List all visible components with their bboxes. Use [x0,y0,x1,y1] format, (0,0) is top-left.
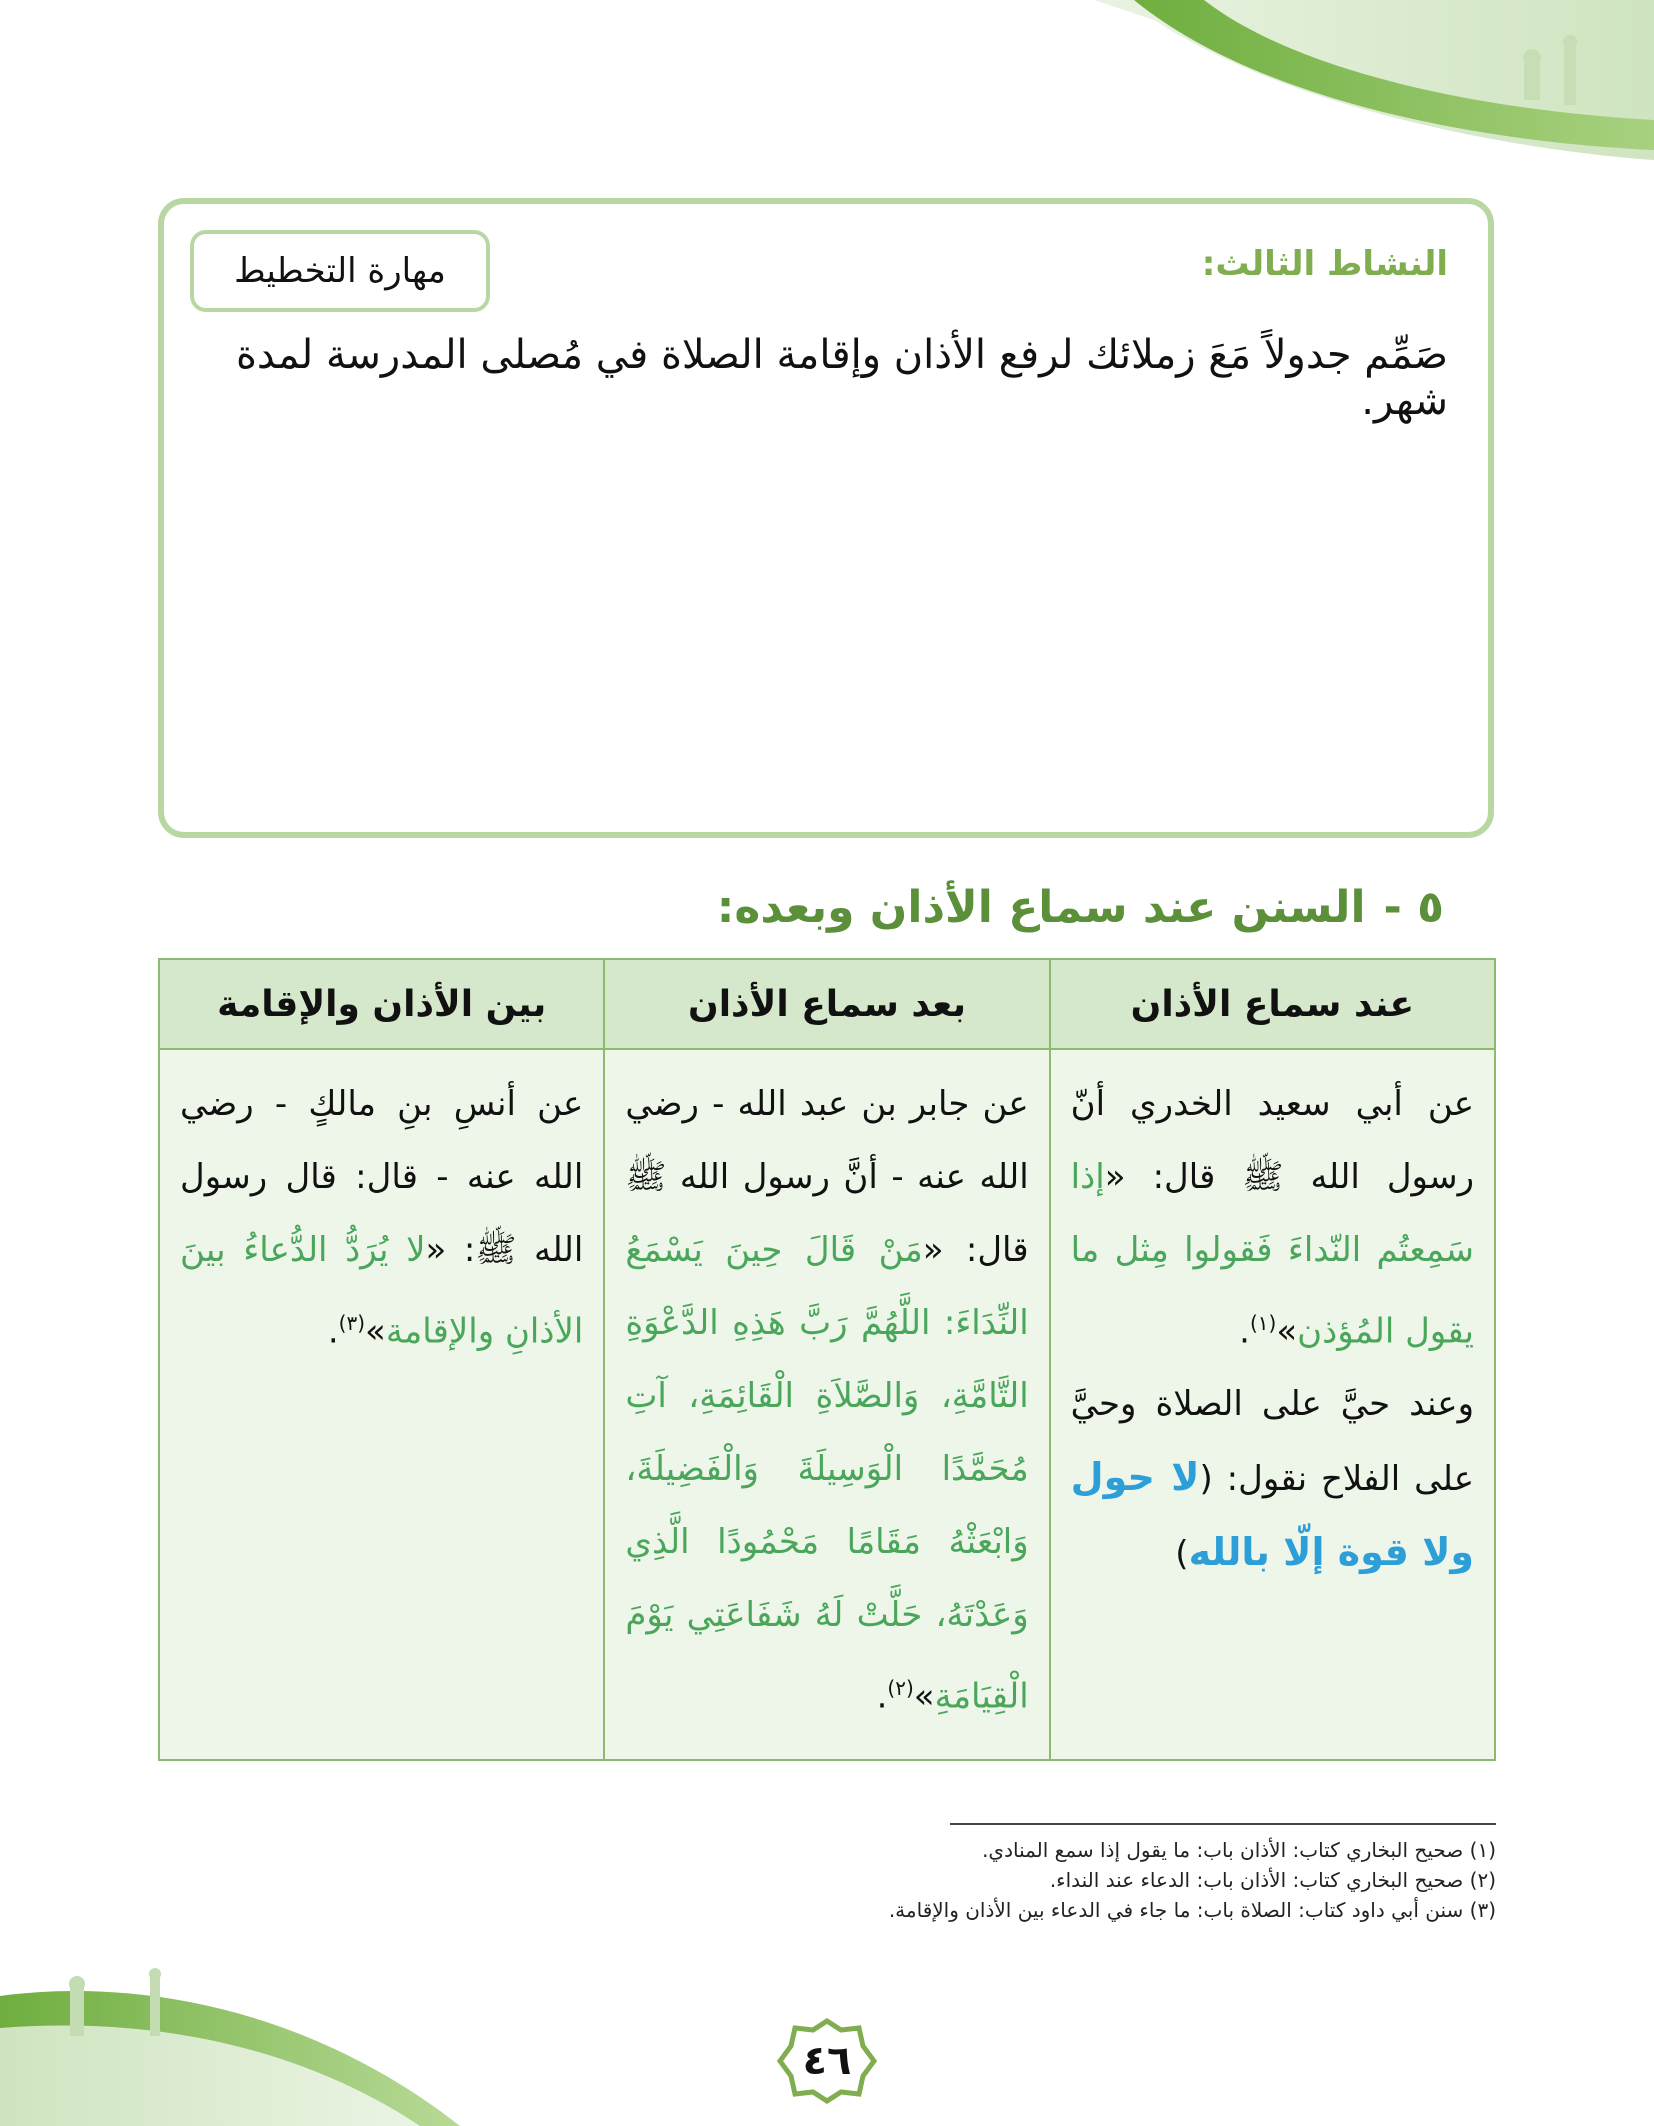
hadith-text: إذا سَمِعتُم النّداءَ فَقولوا مِثل ما يقول المُؤذن [1070,1157,1474,1352]
cell-on-hearing-adhan [1050,1049,1495,1760]
footnotes [796,1835,1496,1925]
hadith-text: لا يُرَدُّ الدُّعاءُ بينَ الأذانِ والإقامة [180,1230,584,1352]
activity-instruction: صَمِّم جدولاً مَعَ زملائك لرفع الأذان وإقامة الصلاة في مُصلى المدرسة لمدة شهر. [235,332,1448,424]
footnote-ref: (١) [1249,1311,1277,1335]
footnote-item: (٢) صحيح البخاري كتاب: الأذان باب: الدعاء عند النداء. [1049,1868,1496,1892]
hadith-intro: عن أبي سعيد الخدري أنّ رسول الله ﷺ قال: « [1070,1084,1474,1197]
footnote-ref: (٢) [887,1676,914,1700]
table-header-cell: عند سماع الأذان [1050,959,1495,1049]
activity-title: النشاط الثالث: [1201,244,1448,284]
header-decoration [1094,0,1654,160]
section-title: السنن عند سماع الأذان وبعده: [716,882,1366,933]
sentence-end: . [1239,1311,1250,1352]
sentence-end: . [327,1311,339,1352]
hadith-close: » [913,1676,935,1717]
section-heading [158,882,1444,933]
cell-between-adhan-iqama [159,1049,604,1760]
hadith-text: مَنْ قَالَ حِينَ يَسْمَعُ النِّدَاءَ: اللَّهُمَّ رَبَّ هَذِهِ الدَّعْوَةِ التَّامَّةِ، وَالصَّلاَةِ الْقَائِمَةِ، آتِ مُحَمَّدًا الْوَسِيلَةَ وَالْفَضِيلَةَ، وَابْعَثْهُ مَقَامًا مَحْمُودًا الَّذِي وَعَدْتَهُ، حَلَّتْ لَهُ شَفَاعَتِي يَوْمَ الْقِيَامَةِ [625,1230,1029,1717]
section-number: ٥ - [1383,882,1444,933]
table-header-cell: بعد سماع الأذان [604,959,1049,1049]
activity-box [158,198,1494,838]
hadith-intro: عن جابر بن عبد الله - رضي الله عنه - أنَّ رسول الله ﷺ قال: « [625,1084,1029,1270]
extra-close: ) [1175,1534,1189,1575]
table-row [159,1049,1495,1760]
dhikr-text: لا حول ولا قوة إلّا بالله [1070,1455,1474,1575]
footnote-item: (٣) سنن أبي داود كتاب: الصلاة باب: ما جاء في الدعاء بين الأذان والإقامة. [888,1898,1496,1922]
cell-after-adhan [604,1049,1049,1760]
hadith-close: » [1276,1311,1298,1352]
extra-intro: وعند حيَّ على الصلاة وحيَّ على الفلاح نقول: ( [1070,1384,1474,1500]
footnote-item: (١) صحيح البخاري كتاب: الأذان باب: ما يقول إذا سمع المنادي. [982,1838,1496,1862]
footnote-ref: (٣) [338,1311,366,1335]
page-number-text: ٤٦ [802,2038,852,2084]
hadith-close: » [365,1311,386,1352]
page-number [777,2018,877,2104]
footer-decoration [0,1956,460,2126]
skill-label: مهارة التخطيط [190,230,490,312]
table-header-row [159,959,1495,1049]
table-header-cell: بين الأذان والإقامة [159,959,604,1049]
footnote-divider [950,1823,1496,1825]
hadith-intro: عن أنسِ بنِ مالكٍ - رضي الله عنه - قال: قال رسول الله ﷺ: « [180,1084,584,1270]
sentence-end: . [876,1676,888,1717]
sunan-table [158,958,1496,1761]
